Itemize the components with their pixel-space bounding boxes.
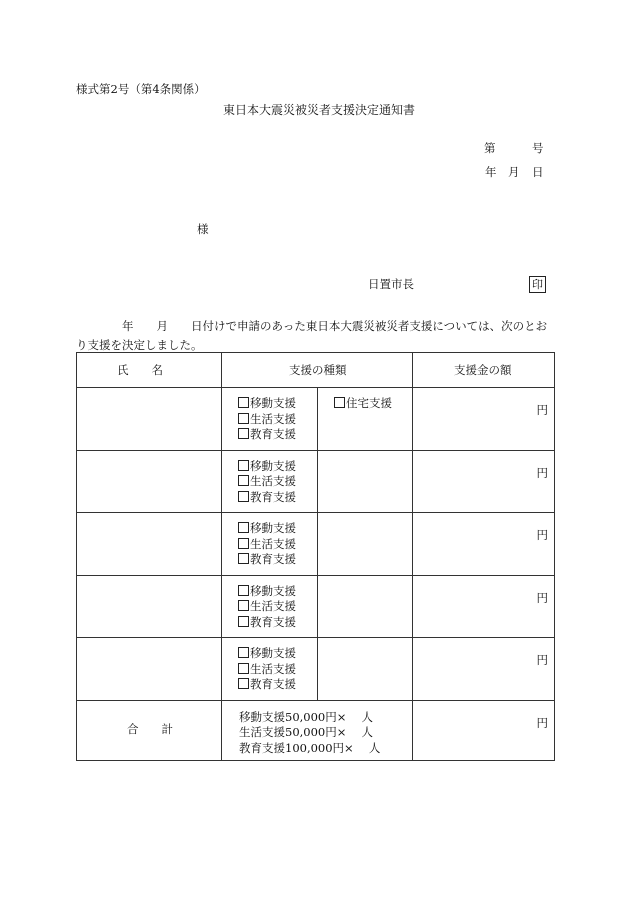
support-type-option — [238, 646, 296, 662]
addressee-honorific: 様 — [197, 222, 209, 236]
type-column-divider — [317, 450, 318, 513]
support-type-option — [238, 677, 296, 693]
type-column-divider — [317, 512, 318, 575]
date-year-label: 年 — [485, 165, 497, 179]
total-calculation-line — [239, 741, 380, 757]
checkbox[interactable] — [238, 585, 249, 596]
support-type-label: 移動支援 — [250, 583, 296, 598]
checkbox[interactable] — [238, 475, 249, 486]
yen-unit-label: 円 — [536, 465, 548, 480]
checkbox[interactable] — [238, 413, 249, 424]
checkbox[interactable] — [238, 428, 249, 439]
checkbox[interactable] — [238, 647, 249, 658]
checkbox[interactable] — [238, 460, 249, 471]
type-column-divider — [317, 575, 318, 638]
support-type-checkbox-list — [238, 584, 296, 631]
support-type-option — [238, 474, 296, 490]
table-row-divider — [77, 512, 554, 513]
support-type-option — [238, 396, 296, 412]
checkbox[interactable] — [238, 600, 249, 611]
total-calculation-line — [239, 725, 380, 741]
checkbox[interactable] — [334, 397, 345, 408]
support-type-option — [238, 427, 296, 443]
support-type-label: 教育支援 — [250, 614, 296, 629]
support-type-label: 生活支援 — [250, 661, 296, 676]
table-row-divider — [77, 637, 554, 638]
total-rate-text: 移動支援50,000円× — [239, 709, 347, 724]
support-type-label: 生活支援 — [250, 599, 296, 613]
document-title: 東日本大震災被災者支援決定通知書 — [223, 103, 416, 117]
housing-support-option — [334, 396, 392, 412]
housing-support-label: 住宅支援 — [346, 396, 392, 410]
issue-number-suffix: 号 — [532, 141, 544, 155]
yen-unit-label: 円 — [536, 403, 548, 417]
support-type-label: 教育支援 — [250, 677, 296, 691]
person-unit-label: 人 — [361, 709, 374, 724]
support-type-checkbox-list — [238, 521, 296, 568]
person-unit-label: 人 — [368, 740, 381, 755]
body-year-label: 年 — [122, 319, 134, 333]
support-type-checkbox-list — [238, 459, 296, 506]
yen-unit-label: 円 — [536, 653, 548, 667]
support-decision-table — [76, 352, 555, 761]
support-type-label: 移動支援 — [250, 396, 296, 410]
yen-unit-label: 円 — [536, 528, 548, 542]
checkbox[interactable] — [238, 553, 249, 564]
checkbox[interactable] — [238, 678, 249, 689]
checkbox[interactable] — [238, 522, 249, 533]
support-type-label: 生活支援 — [250, 536, 296, 551]
total-calculation-lines — [239, 710, 380, 757]
checkbox[interactable] — [238, 538, 249, 549]
support-type-checkbox-list — [238, 646, 296, 693]
header-name: 氏 名 — [117, 363, 163, 377]
seal-stamp: 印 — [529, 276, 546, 293]
support-type-label: 生活支援 — [250, 411, 296, 426]
total-rate-text: 教育支援100,000円× — [239, 740, 354, 755]
type-column-divider — [317, 637, 318, 700]
support-type-option — [238, 521, 296, 537]
support-type-option — [238, 584, 296, 600]
total-calculation-line — [239, 710, 380, 726]
date-month-label: 月 — [508, 165, 520, 179]
yen-unit-label: 円 — [536, 590, 548, 605]
table-row-divider — [77, 700, 554, 701]
table-row-divider — [77, 387, 554, 388]
support-type-label: 教育支援 — [250, 427, 296, 441]
support-type-checkbox-list — [238, 396, 296, 443]
type-column-divider — [317, 387, 318, 450]
support-type-option — [238, 412, 296, 428]
person-unit-label: 人 — [361, 725, 374, 739]
support-type-option — [238, 552, 296, 568]
support-type-label: 移動支援 — [250, 521, 296, 535]
date-day-label: 日 — [532, 165, 544, 179]
support-type-option — [238, 537, 296, 553]
header-support-amount: 支援金の額 — [454, 363, 512, 377]
support-type-label: 移動支援 — [250, 458, 296, 473]
header-support-type: 支援の種類 — [289, 363, 347, 377]
support-type-option — [238, 459, 296, 475]
support-type-option — [238, 599, 296, 615]
total-label: 合 計 — [127, 721, 173, 736]
support-type-label: 教育支援 — [250, 489, 296, 504]
issuer-name: 日置市長 — [368, 277, 414, 291]
issue-number-label: 第 — [484, 141, 496, 155]
table-row-divider — [77, 450, 554, 451]
support-type-label: 生活支援 — [250, 474, 296, 488]
checkbox[interactable] — [238, 616, 249, 627]
support-type-option — [238, 662, 296, 678]
checkbox[interactable] — [238, 491, 249, 502]
support-type-option — [238, 615, 296, 631]
table-row-divider — [77, 575, 554, 576]
support-type-option — [238, 490, 296, 506]
checkbox[interactable] — [238, 397, 249, 408]
body-month-label: 月 — [156, 319, 168, 333]
checkbox[interactable] — [238, 663, 249, 674]
total-yen-unit-label: 円 — [536, 715, 548, 730]
support-type-label: 移動支援 — [250, 646, 296, 660]
form-number: 様式第2号（第4条関係） — [76, 82, 206, 96]
support-type-label: 教育支援 — [250, 552, 296, 566]
notice-body-text — [76, 317, 556, 355]
total-rate-text: 生活支援50,000円× — [239, 725, 347, 739]
body-main-text: 日付けで申請のあった東日本大震災被災者支援については、次のとおり支援を決定しました。 — [76, 319, 548, 352]
